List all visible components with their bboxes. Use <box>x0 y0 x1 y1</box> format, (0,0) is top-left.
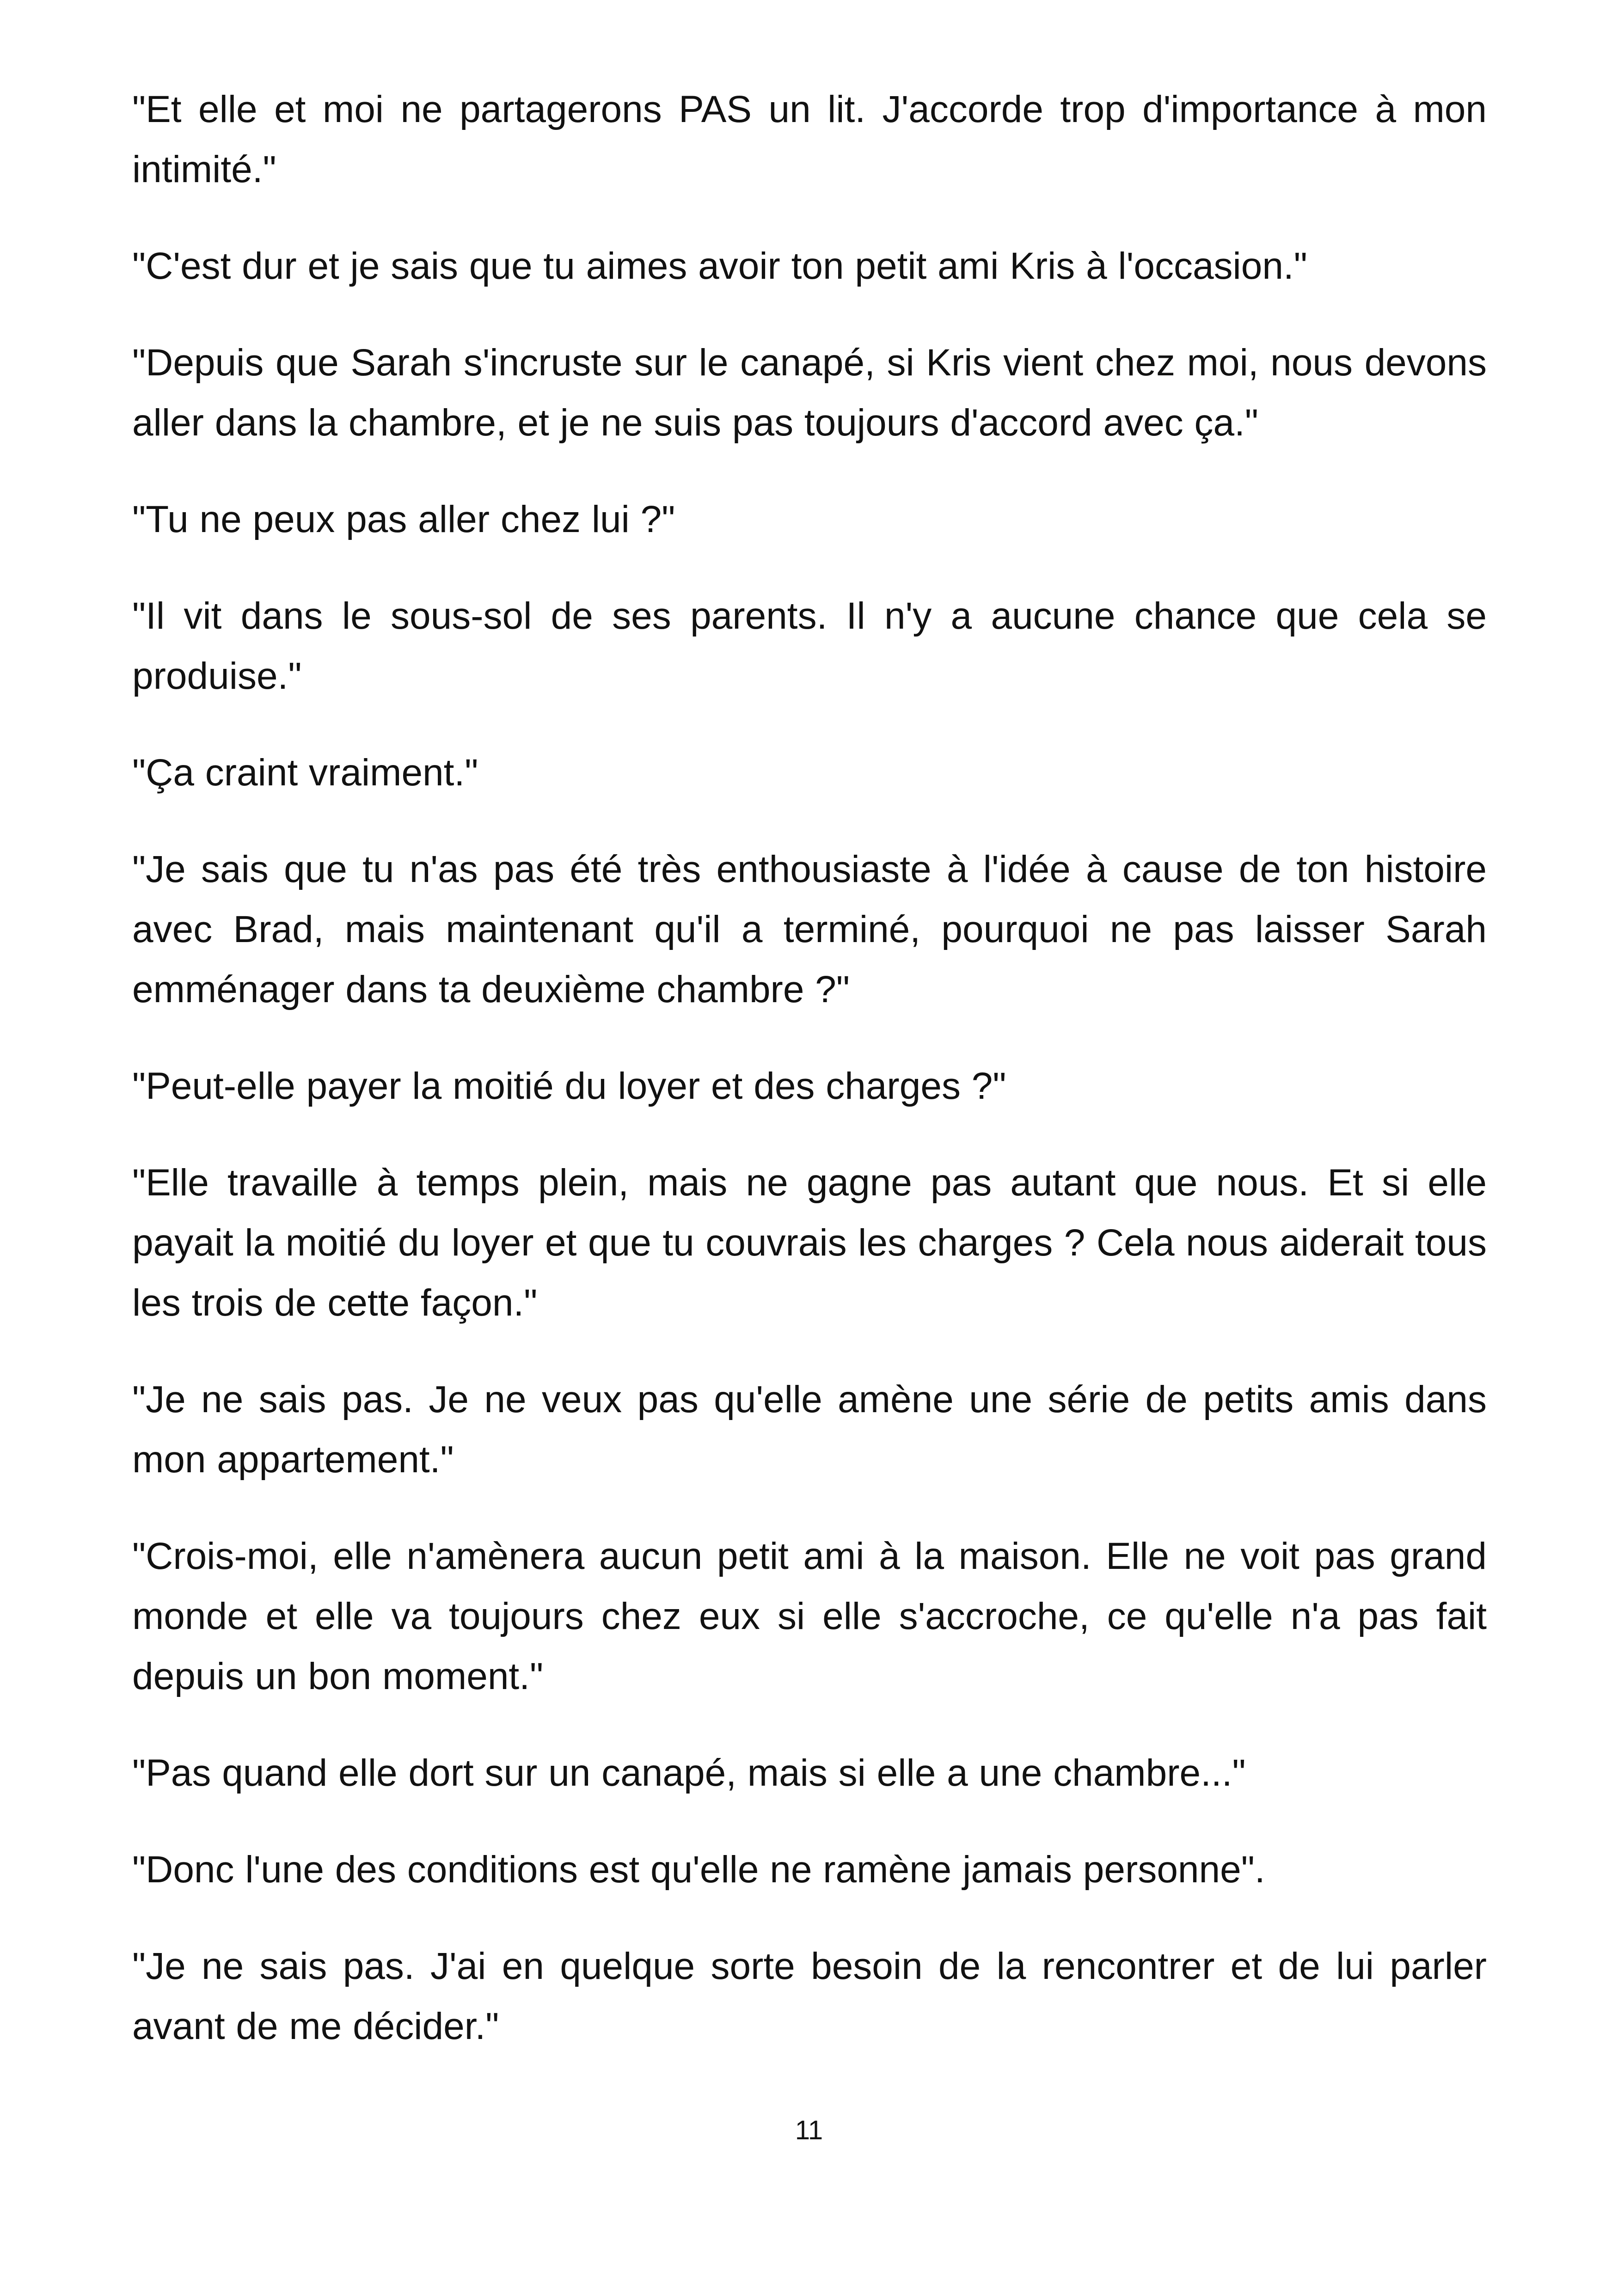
paragraph: "Je sais que tu n'as pas été très enthousiaste à l'idée à cause de ton histoire avec Brad, mais maintenant qu'il a terminé, pourquoi ne pas laisser Sarah emménager dans ta deuxième chambre ?" <box>132 848 1487 1010</box>
paragraph: "C'est dur et je sais que tu aimes avoir ton petit ami Kris à l'occasion." <box>132 245 1307 287</box>
paragraph: "Pas quand elle dort sur un canapé, mais si elle a une chambre..." <box>132 1752 1246 1794</box>
paragraph: "Elle travaille à temps plein, mais ne gagne pas autant que nous. Et si elle payait la moitié du loyer et que tu couvrais les charges ? Cela nous aiderait tous les trois de cette façon." <box>132 1162 1487 1324</box>
paragraph: "Ça craint vraiment." <box>132 752 478 794</box>
paragraph: "Crois-moi, elle n'amènera aucun petit ami à la maison. Elle ne voit pas grand monde et elle va toujours chez eux si elle s'accroche, ce qu'elle n'a pas fait depuis un bon moment." <box>132 1535 1487 1697</box>
paragraph: "Et elle et moi ne partagerons PAS un lit. J'accorde trop d'importance à mon intimité." <box>132 88 1487 190</box>
paragraph: "Tu ne peux pas aller chez lui ?" <box>132 498 675 540</box>
paragraph: "Je ne sais pas. J'ai en quelque sorte besoin de la rencontrer et de lui parler avant de me décider." <box>132 1945 1487 2047</box>
paragraph: "Je ne sais pas. Je ne veux pas qu'elle amène une série de petits amis dans mon appartement." <box>132 1378 1487 1481</box>
paragraph: "Il vit dans le sous-sol de ses parents. Il n'y a aucune chance que cela se produise." <box>132 595 1487 697</box>
page-number: 11 <box>795 2115 823 2145</box>
page-body <box>132 80 1487 2093</box>
paragraph: "Depuis que Sarah s'incruste sur le canapé, si Kris vient chez moi, nous devons aller dans la chambre, et je ne suis pas toujours d'accord avec ça." <box>132 342 1487 444</box>
paragraph: "Peut-elle payer la moitié du loyer et des charges ?" <box>132 1065 1006 1107</box>
paragraph: "Donc l'une des conditions est qu'elle ne ramène jamais personne". <box>132 1849 1265 1891</box>
